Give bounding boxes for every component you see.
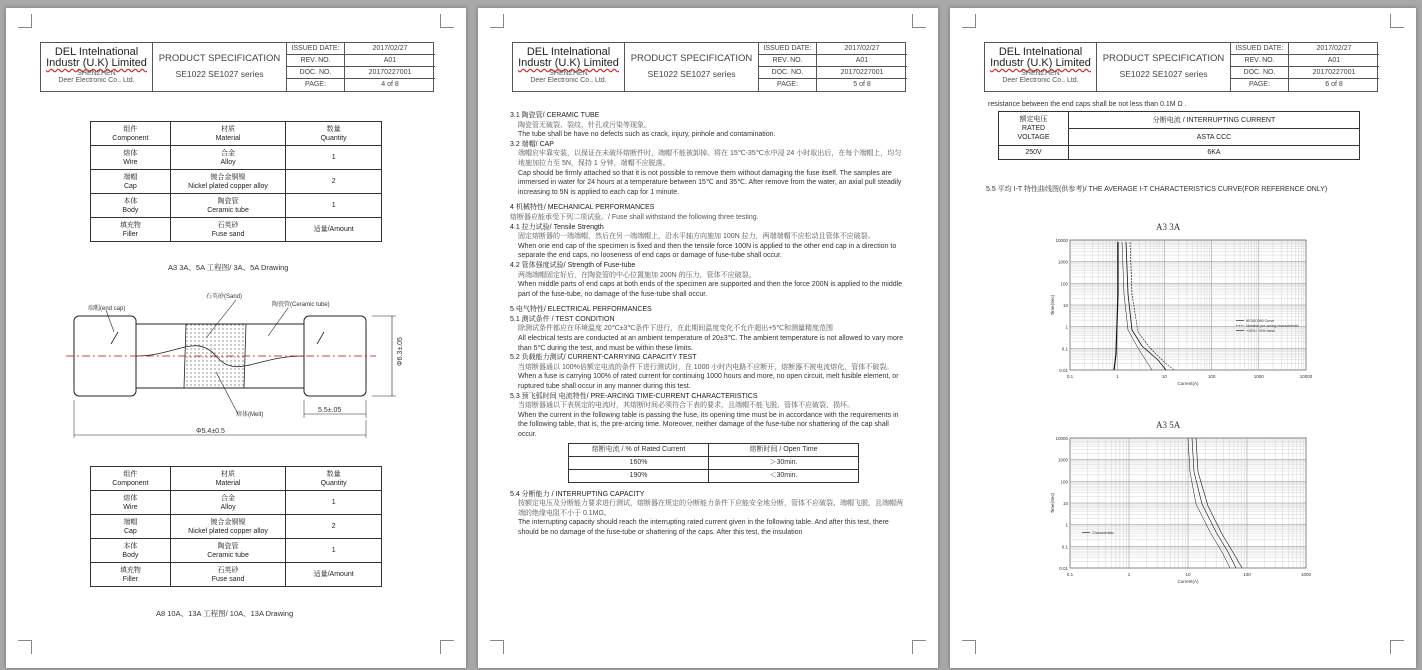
document-page-6 <box>950 8 1416 668</box>
table-row <box>91 491 382 515</box>
legend-entry: +10% / +5% band <box>1246 329 1275 333</box>
rated-voltage-value: 250V <box>999 146 1069 160</box>
material-en: Ceramic tube <box>207 551 249 559</box>
section-5-1-en: All electrical tests are conducted at an ambient temperature of 20±3℃. The ambient temperature is not allowed to vary more than 5℃ during the test, and must be within these limits. <box>518 335 904 352</box>
section-5-2-cn: 当熔断器通以 100%倍额定电流的条件下进行测试时，在 1000 小时内电路不应断开，熔断器不被电流熔化，管体不破裂。 <box>518 363 894 371</box>
component-en: Filler <box>122 230 138 238</box>
company-block <box>41 43 153 91</box>
component-en: Body <box>122 206 139 214</box>
spec-title: PRODUCT SPECIFICATION <box>630 53 753 64</box>
x-tick-label: 100 <box>1243 572 1251 577</box>
doc-label: DOC. NO. <box>759 67 817 78</box>
component-en: Cap <box>123 182 137 190</box>
section-5-5-title: 5.5 平均 I-T 特性曲线图(供参考)/ THE AVERAGE I-T CHARACTERISTICS CURVE(FOR REFERENCE ONLY) <box>986 186 1328 193</box>
chart-1-title: A3 3A <box>1156 222 1181 232</box>
it-curve-chart-1 <box>1046 234 1326 394</box>
y-axis-label: Time(Sec) <box>1050 492 1055 514</box>
pre-arcing-table <box>568 443 859 483</box>
doc-label: DOC. NO. <box>287 67 345 78</box>
continued-text: resistance between the end caps shall be not less than 0.1M Ω . <box>988 101 1187 108</box>
section-5-1-title: 5.1 测试条件 / TEST CONDITION <box>510 315 615 323</box>
rated-voltage-en2: VOLTAGE <box>1017 134 1050 141</box>
section-3-1-cn: 陶瓷管无破裂、裂纹、针孔或污染等现象。 <box>518 121 651 129</box>
spec-title-block <box>153 43 287 91</box>
header-component: Component <box>112 134 149 142</box>
component-cn: 端帽 <box>123 518 138 526</box>
company-sub-name: Deer Electronic Co., Ltd. <box>530 77 607 84</box>
document-page-4 <box>6 8 466 668</box>
material-en: Alloy <box>220 158 236 166</box>
header-quantity-cn: 数量 <box>326 470 341 478</box>
company-city: SHENZHEN <box>549 70 588 77</box>
component-cn: 本体 <box>123 197 138 205</box>
y-tick-label: 10000 <box>1055 436 1068 441</box>
table-row <box>91 194 382 218</box>
x-tick-label: 10000 <box>1299 374 1313 379</box>
quantity: 1 <box>286 146 382 170</box>
company-city: SHENZHEN <box>77 70 116 77</box>
rev-label: REV. NO. <box>1231 55 1289 66</box>
section-4-1-cn: 固定熔断器的一端端帽，然后在另一端端帽上，沿水平轴方向施加 100N 拉力，两端端帽不应松动且管体不应破裂。 <box>518 233 875 241</box>
section-3-2-title: 3.2 端帽/ CAP <box>510 140 554 148</box>
header-component: Component <box>112 479 149 487</box>
header-component-cn: 组件 <box>123 470 138 478</box>
company-sub-name: Deer Electronic Co., Ltd. <box>1002 77 1079 84</box>
y-tick-label: 1 <box>1065 324 1068 330</box>
page-label: PAGE: <box>287 79 345 91</box>
header-component-cn: 组件 <box>123 125 138 133</box>
material-en: Alloy <box>220 503 236 511</box>
y-tick-label: 10 <box>1062 501 1068 506</box>
doc-info-block <box>759 43 907 91</box>
sand-label: 石英砂(Sand) <box>206 294 243 300</box>
document-page-5 <box>478 8 938 668</box>
table-row <box>91 146 382 170</box>
section-4-2-cn: 两端端帽固定好后，在陶瓷管的中心位置施加 200N 的压力，管体不应破裂。 <box>518 271 756 279</box>
section-4-cn: 熔断器应能承受下列二项试验。/ Fuse shall withstand the following three testing. <box>510 213 759 221</box>
table-row <box>91 170 382 194</box>
x-axis-label: Current(A) <box>1177 381 1199 386</box>
section-4-2-en: When middle parts of end caps at both ends of the specimen are supported and then the force 200N is applied to the middle part of the fuse-tube, no damage of the fuse-tube shall occur. <box>518 281 903 298</box>
pre-arcing-header-time: 熔断时间 / Open Time <box>709 443 859 456</box>
section-5-3-en: When the current in the following table is passing the fuse, its opening time must be in accordance with the requirements in the following table, that is, the pre-arcing time. Moreover, neither damage of the fuse-tube nor shattering of the cap shall occur. <box>518 411 899 438</box>
header-material-cn: 材质 <box>221 125 236 133</box>
material-cn: 陶瓷管 <box>217 542 239 550</box>
header-material-cn: 材质 <box>221 470 236 478</box>
open-time: ＜30min. <box>709 469 859 482</box>
material-cn: 镀合金铜镍 <box>210 173 246 181</box>
issued-date-label: ISSUED DATE: <box>759 43 817 54</box>
page-header <box>40 42 434 92</box>
total-length-label: Φ5.4±0.5 <box>196 428 225 435</box>
material-cn: 合金 <box>221 494 236 502</box>
y-tick-label: 10000 <box>1055 238 1068 243</box>
header-quantity: Quantity <box>320 134 347 142</box>
company-sub-name: Deer Electronic Co., Ltd. <box>58 77 135 84</box>
y-tick-label: 0.01 <box>1059 566 1068 571</box>
series-label: SE1022 SE1027 series <box>175 69 264 79</box>
section-4-1-title: 4.1 拉力试验/ Tensile Strength <box>510 223 604 231</box>
section-3-1-title: 3.1 陶瓷管/ CERAMIC TUBE <box>510 112 600 119</box>
drawing-caption-1: A3 3A、5A 工程图/ 3A、5A Drawing <box>168 263 289 272</box>
material-cn: 石英砂 <box>217 566 239 574</box>
header-quantity-cn: 数量 <box>326 125 341 133</box>
rev-number: A01 <box>383 57 397 64</box>
x-tick-label: 1 <box>1115 374 1119 379</box>
section-5-4-title: 5.4 分断能力 / INTERRUPTING CAPACITY <box>510 490 645 498</box>
page-header <box>512 42 906 92</box>
quantity: 1 <box>286 539 382 563</box>
section-5-3-cn: 当熔断器通以下表规定的电流时，其熔断时间必须符合下表的要求，且端帽不能飞脱、管体不应破裂、损坏。 <box>518 402 854 410</box>
x-tick-label: 100 <box>1207 374 1216 379</box>
y-tick-label: 0.01 <box>1059 368 1068 373</box>
material-en: Fuse sand <box>211 575 245 583</box>
material-cn: 陶瓷管 <box>217 197 239 205</box>
spec-title-block <box>1097 43 1231 91</box>
materials-table-2 <box>90 466 382 587</box>
pre-arcing-header-current: 熔断电流 / % of Rated Current <box>569 443 709 456</box>
open-time: ＞30min. <box>709 456 859 469</box>
x-axis-label: Current(A) <box>1177 579 1199 584</box>
material-en: Nickel plated copper alloy <box>188 527 268 535</box>
section-5-2-title: 5.2 负载能力测试/ CURRENT-CARRYING CAPACITY TEST <box>510 354 697 362</box>
rated-voltage-cn: 额定电压 <box>1019 116 1048 123</box>
fuse-drawing <box>66 288 416 448</box>
material-en: Ceramic tube <box>207 206 249 214</box>
y-tick-label: 1 <box>1065 522 1068 528</box>
section-4-2-title: 4.2 管体强度试验/ Strength of Fuse-tube <box>510 261 636 269</box>
rev-label: REV. NO. <box>759 55 817 66</box>
certification-marks: ASTA CCC <box>1069 129 1360 146</box>
page-number: 4 of 8 <box>381 81 399 88</box>
company-name-line1: DEL Intelnational <box>526 46 611 58</box>
company-name-line1: DEL Intelnational <box>54 46 139 58</box>
page-number: 6 of 8 <box>1325 81 1343 88</box>
company-block <box>513 43 625 91</box>
section-5-4-en: The interrupting capacity should reach the interrupting rated current given in the following table. And after this test, there should be no damage of the fuse-tube or shattering of the caps. After this test, the insulation <box>518 519 889 536</box>
doc-label: DOC. NO. <box>1231 67 1289 78</box>
table-row <box>999 146 1360 160</box>
section-5-2-en: When a fuse is carrying 100% of rated current for continuing 1000 hours and more, no open circuit, melt fusible element, or ruptured tube shall occur in any manner during this test. <box>518 373 899 391</box>
chart-2-title: A3 5A <box>1156 420 1181 430</box>
quantity: 1 <box>286 194 382 218</box>
component-cn: 熔体 <box>123 149 138 157</box>
page-label: PAGE: <box>759 79 817 91</box>
header-material: Material <box>215 479 241 487</box>
section-4-title: 4 机械特性/ MECHANICAL PERFORMANCES <box>510 204 655 212</box>
series-label: SE1022 SE1027 series <box>647 69 736 79</box>
quantity: 适量/Amount <box>286 218 382 242</box>
doc-info-block <box>1231 43 1379 91</box>
component-cn: 熔体 <box>123 494 138 502</box>
interrupting-capacity-table <box>998 111 1360 160</box>
component-cn: 端帽 <box>123 173 138 181</box>
component-cn: 本体 <box>123 542 138 550</box>
issued-date: 2017/02/27 <box>844 45 880 52</box>
page-label: PAGE: <box>1231 79 1289 91</box>
table-row <box>91 539 382 563</box>
section-4-1-en: When one end cap of the specimen is fixed and then the tensile force 100N is applied to the other end cap in a direction to separate the end caps, no looseness of end caps or damage of fuse-tube shall occur. <box>518 242 897 260</box>
material-en: Nickel plated copper alloy <box>188 182 268 190</box>
x-tick-label: 1000 <box>1300 572 1312 577</box>
spec-body-text <box>510 111 908 538</box>
series-label: SE1022 SE1027 series <box>1119 69 1208 79</box>
drawing-caption-2: A8 10A、13A 工程图/ 10A、13A Drawing <box>156 609 294 618</box>
material-cn: 镀合金铜镍 <box>210 518 246 526</box>
table-row <box>569 469 859 482</box>
section-5-4-cn: 按额定电压及分断能力要求进行测试，熔断器在规定的分断能力条件下应能安全地分断，管体不应破裂、端帽飞脱，且端帽两端的绝缘电阻不小于 0.1MΩ。 <box>518 500 903 517</box>
quantity: 2 <box>286 515 382 539</box>
quantity: 1 <box>286 491 382 515</box>
doc-number: 20170227001 <box>1312 69 1356 76</box>
company-name-line1: DEL Intelnational <box>998 46 1083 58</box>
page-number: 5 of 8 <box>853 81 871 88</box>
spec-title: PRODUCT SPECIFICATION <box>158 53 281 64</box>
table-row <box>91 218 382 242</box>
quantity: 2 <box>286 170 382 194</box>
company-name-line2: Industr (U.K) Limited <box>46 57 147 69</box>
section-5-title: 5 电气特性/ ELECTRICAL PERFORMANCES <box>510 306 652 314</box>
component-en: Cap <box>123 527 137 535</box>
legend-entry: Characteristic <box>1092 531 1114 535</box>
section-3-2-en: Cap should be firmly attached so that it is not possible to remove them without damaging the fuse itself. The samples are immersed in water for 24 hours at a temperature between 15℃ and 35℃. After remove from the water, an axial pull steadily increasing to 5N is applied to each cap for 1 minute. <box>518 169 902 196</box>
header-material: Material <box>215 134 241 142</box>
spec-title: PRODUCT SPECIFICATION <box>1102 53 1225 64</box>
legend-entry: Nominal pre-arcing characteristic <box>1246 324 1299 328</box>
section-3-1-en: The tube shall be have no defects such as crack, injury, pinhole and contamination. <box>518 131 776 139</box>
doc-number: 20170227001 <box>368 69 412 76</box>
component-en: Body <box>122 551 139 559</box>
ceramic-label: 陶瓷管(Ceramic tube) <box>272 302 330 308</box>
x-tick-label: 1 <box>1127 572 1131 577</box>
y-tick-label: 1000 <box>1057 457 1068 463</box>
section-3-2-cn: 端帽应牢靠安装，以保证在未破坏熔断件时，端帽不能被卸掉。将在 15℃-35℃水中浸 24 小时取出后，在每个端帽上，均匀地施加拉力至 5N，保持 1 分钟，端帽不应脱落。 <box>518 150 902 167</box>
melt-label: 熔体(Melt) <box>236 412 264 418</box>
quantity: 适量/Amount <box>286 563 382 587</box>
rated-current-pct: 160% <box>569 456 709 469</box>
component-en: Filler <box>122 575 138 583</box>
issued-date-label: ISSUED DATE: <box>1231 43 1289 54</box>
table-row <box>91 515 382 539</box>
rated-voltage-en1: RATED <box>1021 125 1046 132</box>
interrupting-current-value: 6KA <box>1069 146 1360 160</box>
company-block <box>985 43 1097 91</box>
rev-number: A01 <box>1327 57 1341 64</box>
y-tick-label: 100 <box>1060 479 1068 485</box>
rev-label: REV. NO. <box>287 55 345 66</box>
interrupting-current-header: 分断电流 / INTERRUPTING CURRENT <box>1069 112 1360 129</box>
diameter-label: Φ6.3±.05 <box>397 337 404 366</box>
component-cn: 填充物 <box>119 221 141 229</box>
spec-title-block <box>625 43 759 91</box>
y-tick-label: 10 <box>1062 303 1068 308</box>
x-tick-label: 10 <box>1161 374 1167 379</box>
y-tick-label: 100 <box>1060 281 1068 287</box>
endcap-label: 端帽(end cap) <box>88 306 126 312</box>
section-5-1-cn: 除测试条件都应在环境温度 20℃±3℃条件下进行，在此期间温度变化不允许超出+5℃和测量精度范围 <box>518 325 834 333</box>
company-city: SHENZHEN <box>1021 70 1060 77</box>
material-cn: 合金 <box>221 149 236 157</box>
materials-table-1 <box>90 121 382 242</box>
issued-date-label: ISSUED DATE: <box>287 43 345 54</box>
page-header <box>984 42 1378 92</box>
table-row <box>91 563 382 587</box>
rated-current-pct: 190% <box>569 469 709 482</box>
company-name-line2: Industr (U.K) Limited <box>518 57 619 69</box>
company-name-line2: Industr (U.K) Limited <box>990 57 1091 69</box>
table-row <box>569 456 859 469</box>
y-tick-label: 0.1 <box>1061 544 1068 550</box>
issued-date: 2017/02/27 <box>372 45 408 52</box>
header-quantity: Quantity <box>320 479 347 487</box>
doc-info-block <box>287 43 435 91</box>
component-en: Wire <box>123 503 138 511</box>
material-en: Fuse sand <box>211 230 245 238</box>
rev-number: A01 <box>855 57 869 64</box>
x-tick-label: 10 <box>1185 572 1191 577</box>
it-curve-chart-2 <box>1046 432 1326 592</box>
x-tick-label: 1000 <box>1253 374 1264 379</box>
component-cn: 填充物 <box>119 566 141 574</box>
legend-entry: IEC60 D60 Curve <box>1246 319 1275 323</box>
issued-date: 2017/02/27 <box>1316 45 1352 52</box>
y-axis-label: Time(Sec) <box>1050 294 1055 316</box>
material-cn: 石英砂 <box>217 221 239 229</box>
section-5-3-title: 5.3 预飞弧时间 电流特性/ PRE-ARCING TIME-CURRENT CHARACTERISTICS <box>510 392 758 400</box>
x-tick-label: 0.1 <box>1066 374 1074 379</box>
y-tick-label: 1000 <box>1057 259 1068 265</box>
component-en: Wire <box>123 158 138 166</box>
doc-number: 20170227001 <box>840 69 884 76</box>
y-tick-label: 0.1 <box>1061 346 1068 352</box>
x-tick-label: 0.1 <box>1066 572 1074 577</box>
cap-length-label: 5.5±.05 <box>318 407 342 414</box>
